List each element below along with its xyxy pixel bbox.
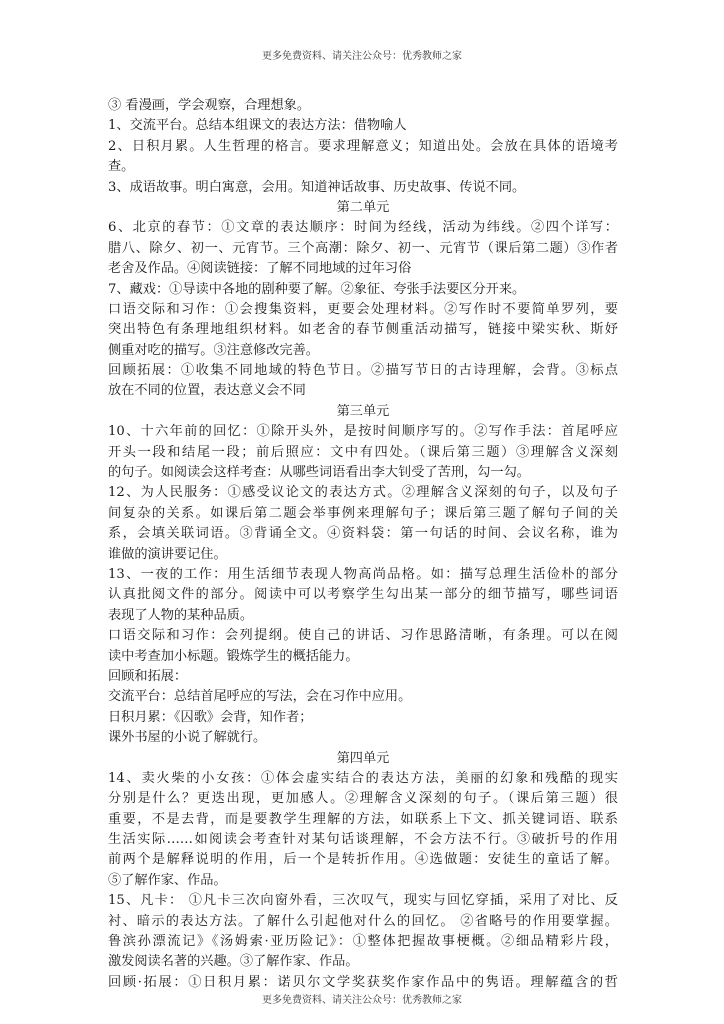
text-line: 表现了人物的某种品质。: [108, 607, 254, 623]
text-line: 课外书屋的小说了解就行。: [108, 730, 267, 746]
text-line: 开头一段和结尾一段；前后照应：文中有四处。（课后第三题）③理解含义深刻: [108, 444, 618, 460]
text-line: 1、交流平台。总结本组课文的表达方法：借物喻人: [108, 118, 407, 134]
text-line: 老舍及作品。④阅读链接：了解不同地域的过年习俗: [108, 261, 412, 277]
text-line: 系，会填关联词语。③背诵全文。④资料袋：第一句话的时间、会议名称，谁为: [108, 526, 618, 542]
text-line: 日积月累：《囚歌》会背，知作者；: [108, 709, 313, 725]
text-line: 前两个是解释说明的作用，后一个是转折作用。④选做题：安徒生的童话了解。: [108, 852, 618, 868]
text-line: 15、凡卡： ①凡卡三次向窗外看，三次叹气，现实与回忆穿插，采用了对比、反: [108, 893, 618, 909]
text-line: 激发阅读名著的兴趣。③了解作家、作品。: [108, 954, 359, 970]
text-line: 查。: [108, 159, 135, 175]
text-line: 衬、暗示的表达方法。了解什么引起他对什么的回忆。 ②省略号的作用要掌握。: [108, 913, 618, 929]
text-line: 口语交际和习作：①会搜集资料，更要会处理材料。②写作时不要简单罗列，要: [108, 301, 618, 317]
text-line: 10、十六年前的回忆：①除开头外，是按时间顺序写的。②写作手法：首尾呼应: [108, 424, 618, 440]
page-footer: 更多免费资料、请关注公众号：优秀教师之家: [262, 995, 462, 1006]
text-line: 6、北京的春节：①文章的表达顺序：时间为经线，活动为纬线。②四个详写：: [108, 220, 618, 236]
text-line: 重要，不是去背，而是要教学生理解的方法，如联系上下文、抓关键词语、联系: [108, 811, 618, 827]
text-line: 7、藏戏：①导读中各地的剧种要了解。②象征、夸张手法要区分开来。: [108, 281, 526, 297]
text-line: 口语交际和习作：会列提纲。使自己的讲话、习作思路清晰，有条理。可以在阅: [108, 628, 618, 644]
section-heading: 第三单元: [336, 403, 390, 419]
text-line: 交流平台：总结首尾呼应的写法，会在习作中应用。: [108, 689, 412, 705]
text-line: 3、成语故事。明白寓意，会用。知道神话故事、历史故事、传说不同。: [108, 179, 526, 195]
text-line: ③ 看漫画，学会观察，合理想象。: [108, 98, 311, 113]
text-line: 突出特色有条理地组织材料。如老舍的春节侧重活动描写，链接中梁实秋、斯妤: [108, 322, 618, 338]
text-line: 侧重对吃的描写。③注意修改完善。: [108, 342, 319, 358]
text-line: 腊八、除夕、初一、元宵节。三个高潮：除夕、初一、元宵节（课后第二题）③作者: [108, 240, 618, 256]
text-line: 2、日积月累。人生哲理的格言。要求理解意义；知道出处。会放在具体的语境考: [108, 138, 618, 154]
text-line: 的句子。如阅读会这样考查：从哪些词语看出李大钊受了苦刑，勾一勾。: [108, 465, 530, 481]
text-line: 读中考查加小标题。锻炼学生的概括能力。: [108, 648, 359, 664]
text-line: 12、为人民服务：①感受议论文的表达方式。②理解含义深刻的句子，以及句子: [108, 485, 618, 501]
text-line: 回顾拓展：①收集不同地域的特色节日。②描写节日的古诗理解，会背。③标点: [108, 363, 618, 379]
text-line: 生活实际……如阅读会考查针对某句话谈理解，不会方法不行。③破折号的作用: [108, 832, 618, 848]
text-line: 13、一夜的工作：用生活细节表现人物高尚品格。如：描写总理生活俭朴的部分: [108, 566, 618, 582]
text-line: ⑤了解作家、作品。: [108, 872, 227, 888]
document-body: [108, 96, 618, 993]
text-line: 鲁滨孙漂流记》《汤姆索·亚历险记》：①整体把握故事梗概。②细品精彩片段，: [108, 934, 618, 950]
text-line: 放在不同的位置，表达意义会不同: [108, 383, 306, 399]
text-line: 分别是什么？更迭出现，更加感人。②理解含义深刻的句子。（课后第三题）很: [108, 791, 618, 807]
page-header: 更多免费资料、请关注公众号：优秀教师之家: [262, 51, 462, 62]
text-line: 14、卖火柴的小女孩：①体会虚实结合的表达方法，美丽的幻象和残酷的现实: [108, 770, 618, 786]
text-line: 回顾和拓展：: [108, 668, 188, 684]
text-line: 间复杂的关系。如课后第二题会举事例来理解句子；课后第三题了解句子间的关: [108, 505, 618, 521]
text-line: 认真批阅文件的部分。阅读中可以考察学生勾出某一部分的细节描写，哪些词语: [108, 587, 618, 603]
text-line: 回顾·拓展：①日积月累：诺贝尔文学奖获奖作家作品中的隽语。理解蕴含的哲: [108, 974, 618, 990]
section-heading: 第四单元: [336, 750, 390, 766]
section-heading: 第二单元: [336, 199, 390, 215]
text-line: 谁做的演讲要记住。: [108, 546, 227, 562]
